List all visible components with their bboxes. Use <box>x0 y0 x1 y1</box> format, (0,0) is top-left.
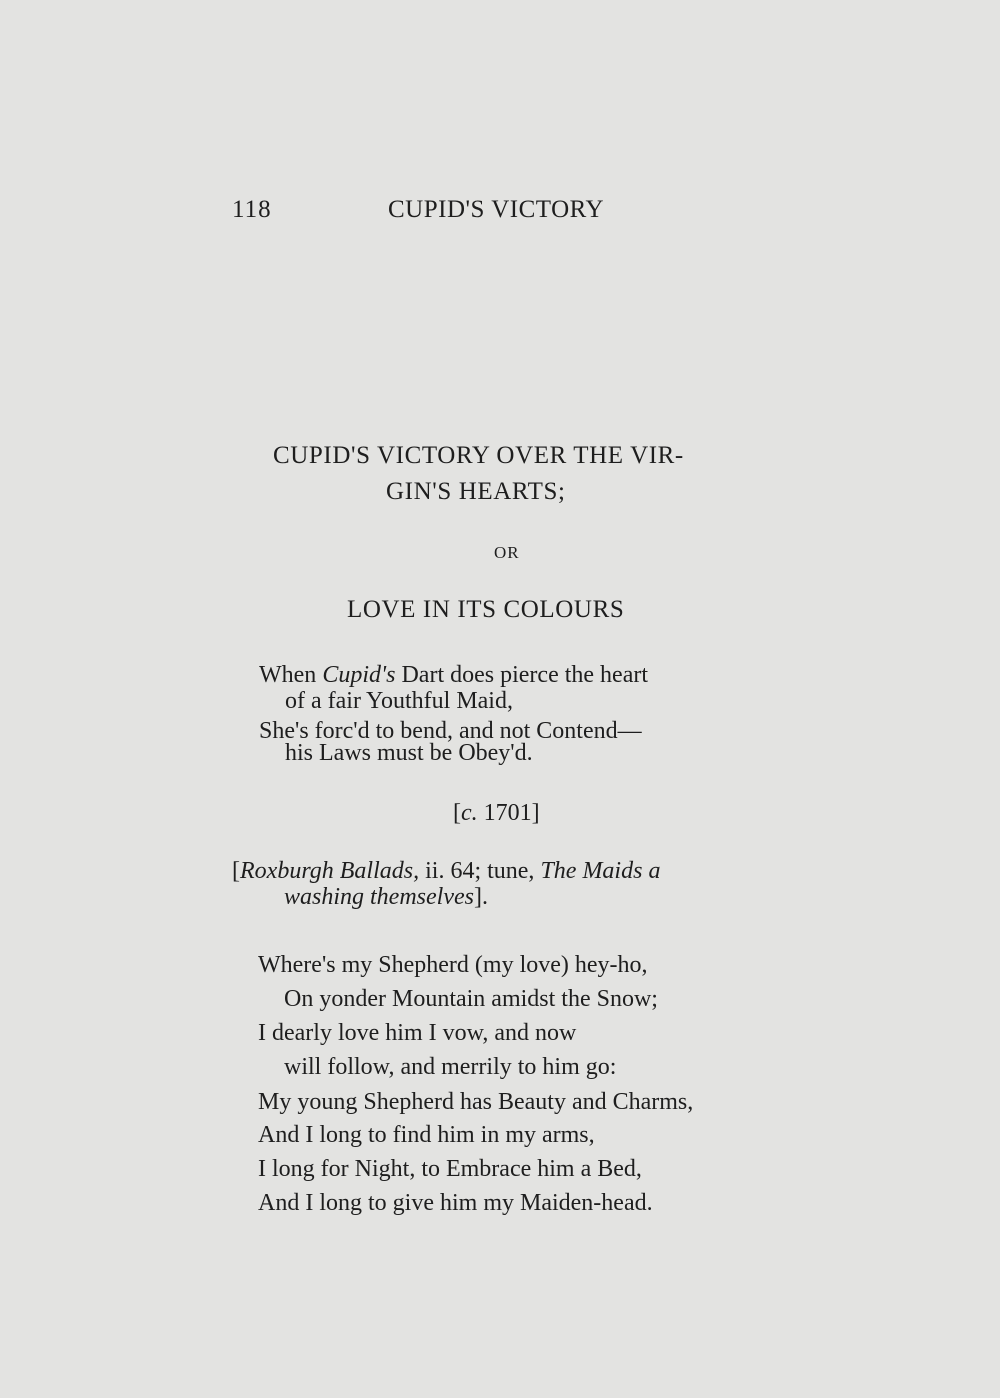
verse-line: I long for Night, to Embrace him a Bed, <box>258 1156 642 1182</box>
date-bracket: [ <box>453 800 461 826</box>
source-tune: washing themselves <box>284 884 474 910</box>
ballad-subtitle: LOVE IN ITS COLOURS <box>347 596 625 623</box>
date-circa: c. <box>461 800 478 826</box>
intro-line-4: his Laws must be Obey'd. <box>285 740 533 766</box>
date-year: 1701] <box>477 800 540 826</box>
intro-text: Dart does pierce the heart <box>395 662 649 688</box>
source-bracket: ]. <box>473 884 488 910</box>
source-line-1 <box>232 858 660 885</box>
running-head <box>232 196 604 224</box>
ballad-title-line-2: GIN'S HEARTS; <box>386 478 566 505</box>
verse-line: Where's my Shepherd (my love) hey-ho, <box>258 952 648 978</box>
verse-line: I dearly love him I vow, and now <box>258 1020 577 1046</box>
date-line <box>453 800 540 827</box>
verse-line: will follow, and merrily to him go: <box>284 1054 617 1080</box>
intro-line-2: of a fair Youthful Maid, <box>285 688 513 714</box>
page-number: 118 <box>232 196 272 223</box>
source-tune: The Maids a <box>540 858 661 884</box>
intro-italic-cupid: Cupid's <box>322 662 396 688</box>
source-work: Roxburgh Ballads, <box>240 858 420 884</box>
intro-text: When <box>259 662 323 688</box>
verse-line: And I long to find him in my arms, <box>258 1122 595 1148</box>
ballad-title-line-1: CUPID'S VICTORY OVER THE VIR- <box>273 442 684 469</box>
intro-line-1 <box>259 662 648 689</box>
verse-line: On yonder Mountain amidst the Snow; <box>284 986 658 1012</box>
source-reference: ii. 64; tune, <box>419 858 541 884</box>
intro-line-3: She's forc'd to bend, and not Contend— <box>259 718 642 744</box>
running-title: CUPID'S VICTORY <box>388 196 604 223</box>
verse-line: And I long to give him my Maiden-head. <box>258 1190 653 1216</box>
title-or: OR <box>494 543 520 562</box>
verse-line: My young Shepherd has Beauty and Charms, <box>258 1089 694 1115</box>
source-line-2 <box>284 884 488 911</box>
source-bracket: [ <box>232 858 240 884</box>
